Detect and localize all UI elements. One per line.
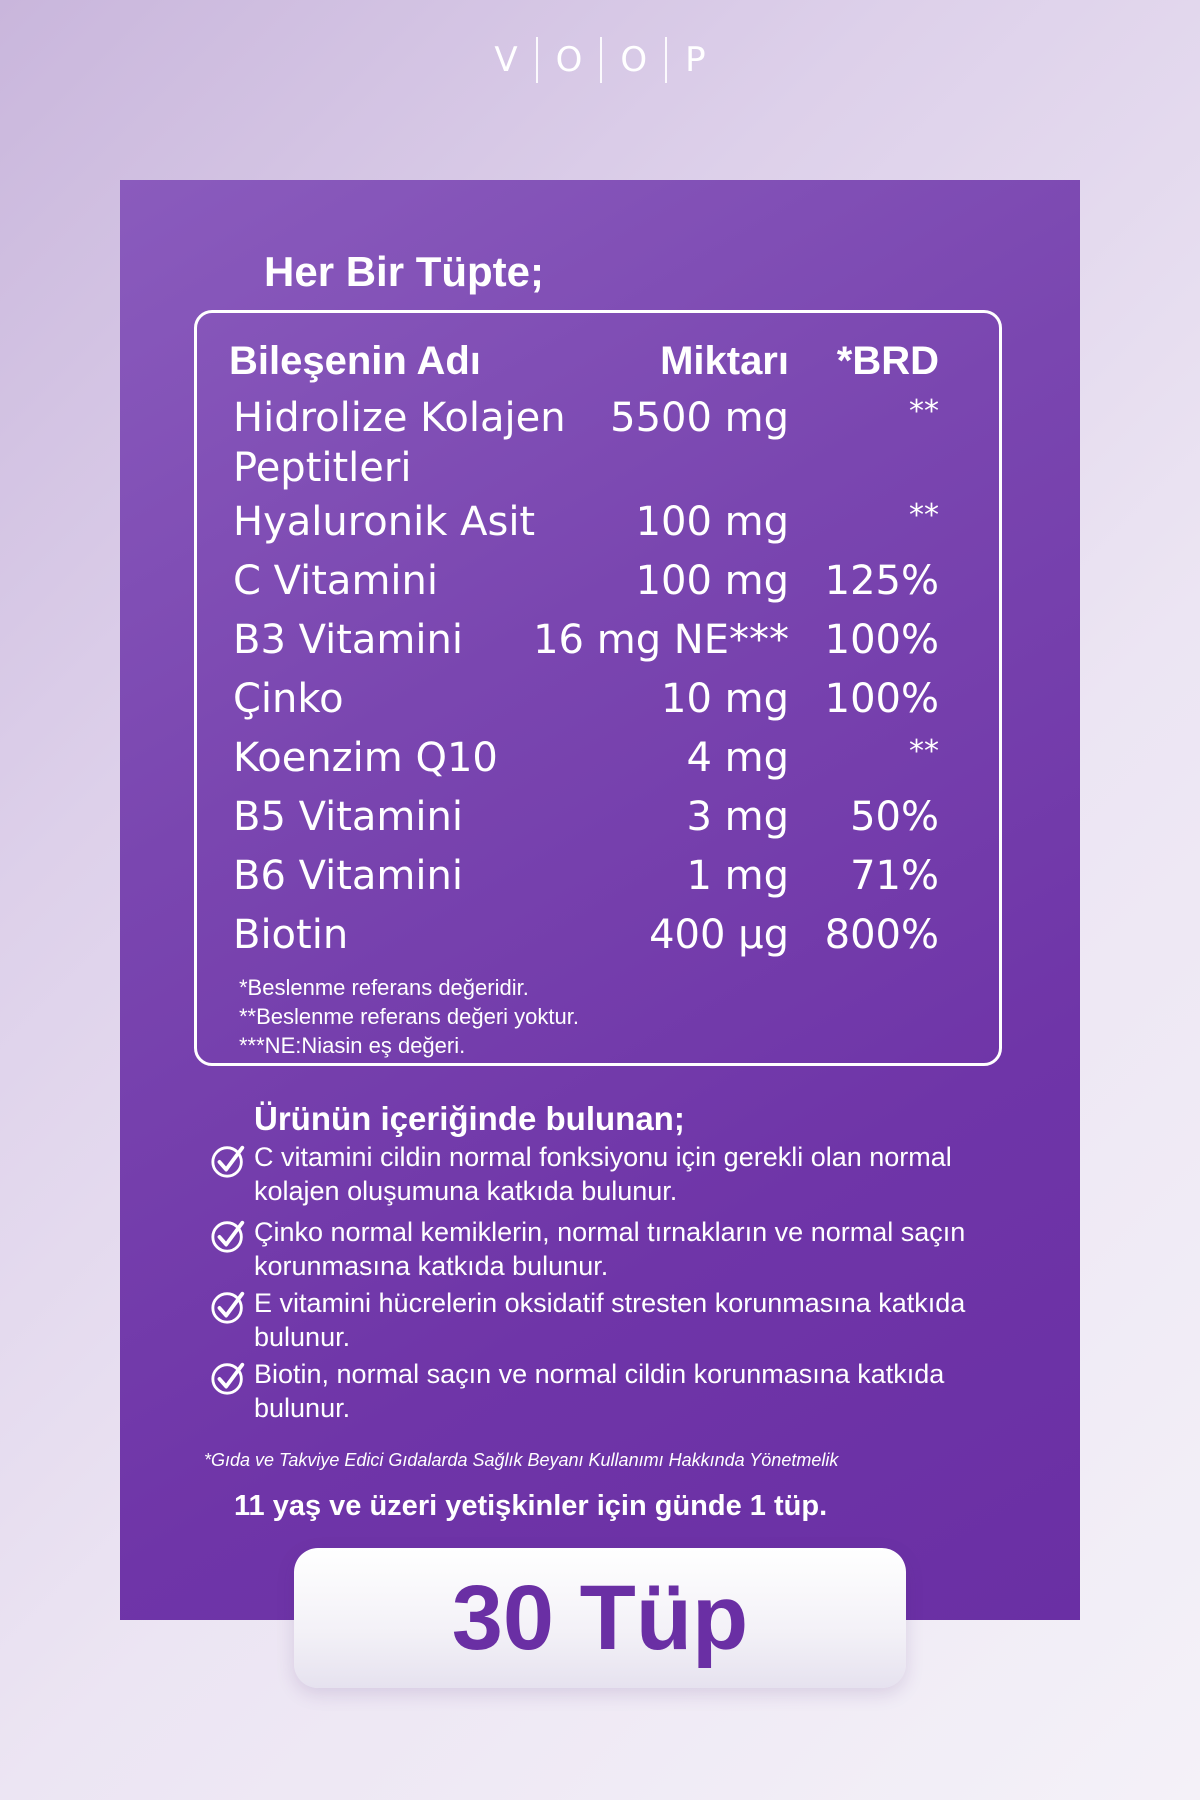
table-note: **Beslenme referans değeri yoktur. <box>239 1004 579 1029</box>
table-row <box>197 391 999 495</box>
ingredient-name: Çinko <box>233 676 344 722</box>
ingredient-amount: 100 mg <box>635 558 789 604</box>
table-row <box>197 731 999 790</box>
package-count-badge: 30 Tüp <box>294 1548 906 1688</box>
ingredient-name: B6 Vitamini <box>233 853 463 899</box>
ingredient-amount: 4 mg <box>686 735 789 781</box>
ingredient-name: B3 Vitamini <box>233 617 463 663</box>
ingredient-amount: 100 mg <box>635 499 789 545</box>
table-body <box>197 391 999 967</box>
check-circle-icon <box>210 1217 248 1255</box>
ingredient-name: Hyaluronik Asit <box>233 499 536 545</box>
brand-letter: P <box>685 40 706 80</box>
ingredient-name: B5 Vitamini <box>233 794 463 840</box>
ingredient-amount: 16 mg NE*** <box>533 617 789 663</box>
header-brd: *BRD <box>836 339 939 383</box>
table-row <box>197 613 999 672</box>
table-notes <box>239 973 579 1060</box>
check-circle-icon <box>210 1142 248 1180</box>
ingredient-brd: ** <box>909 498 939 533</box>
ingredient-brd: 100% <box>824 676 939 722</box>
panel-title: Her Bir Tüpte; <box>264 248 545 295</box>
table-note: ***NE:Niasin eş değeri. <box>239 1033 466 1058</box>
check-circle-icon <box>210 1359 248 1397</box>
brand-logo <box>0 36 1200 84</box>
usage-instructions: 11 yaş ve üzeri yetişkinler için günde 1 tüp. <box>234 1490 828 1522</box>
header-name: Bileşenin Adı <box>229 339 481 383</box>
table-row <box>197 849 999 908</box>
ingredient-brd: 100% <box>824 617 939 663</box>
ingredient-name: Biotin <box>233 912 349 958</box>
ingredient-brd: ** <box>909 394 939 429</box>
ingredient-brd: 800% <box>824 912 939 958</box>
check-circle-icon <box>210 1288 248 1326</box>
header-amount: Miktarı <box>660 339 789 383</box>
table-row <box>197 554 999 613</box>
brand-letter: O <box>555 40 583 80</box>
ingredient-brd: ** <box>909 734 939 769</box>
ingredient-name: C Vitamini <box>233 558 438 604</box>
ingredients-table <box>194 310 1002 1066</box>
benefit-text: Çinko normal kemiklerin, normal tırnakların ve normal saçın korunmasına katkıda bulunur. <box>254 1217 966 1281</box>
ingredient-amount: 3 mg <box>686 794 789 840</box>
table-header <box>197 339 999 389</box>
benefit-text: C vitamini cildin normal fonksiyonu için gerekli olan normal kolajen oluşumuna katkıda bulunur. <box>254 1142 952 1206</box>
table-row <box>197 790 999 849</box>
ingredient-name: Hidrolize Kolajen Peptitleri <box>233 395 566 491</box>
table-row <box>197 908 999 967</box>
ingredient-brd: 125% <box>824 558 939 604</box>
ingredient-amount: 1 mg <box>686 853 789 899</box>
table-note: *Beslenme referans değeridir. <box>239 975 529 1000</box>
benefit-text: E vitamini hücrelerin oksidatif stresten korunmasına katkıda bulunur. <box>254 1288 966 1352</box>
benefit-text: Biotin, normal saçın ve normal cildin korunmasına katkıda bulunur. <box>254 1359 945 1423</box>
ingredient-amount: 400 µg <box>649 912 789 958</box>
info-panel <box>120 180 1080 1620</box>
ingredient-amount: 5500 mg <box>610 395 789 441</box>
ingredient-brd: 71% <box>850 853 939 899</box>
brand-letter: O <box>620 40 648 80</box>
table-row <box>197 672 999 731</box>
regulation-footnote: *Gıda ve Takviye Edici Gıdalarda Sağlık Beyanı Kullanımı Hakkında Yönetmelik <box>204 1450 839 1470</box>
ingredient-name: Koenzim Q10 <box>233 735 498 781</box>
benefits-title: Ürünün içeriğinde bulunan; <box>254 1100 685 1137</box>
ingredient-amount: 10 mg <box>661 676 789 722</box>
table-row <box>197 495 999 554</box>
ingredient-brd: 50% <box>850 794 939 840</box>
brand-letter: V <box>494 40 518 80</box>
